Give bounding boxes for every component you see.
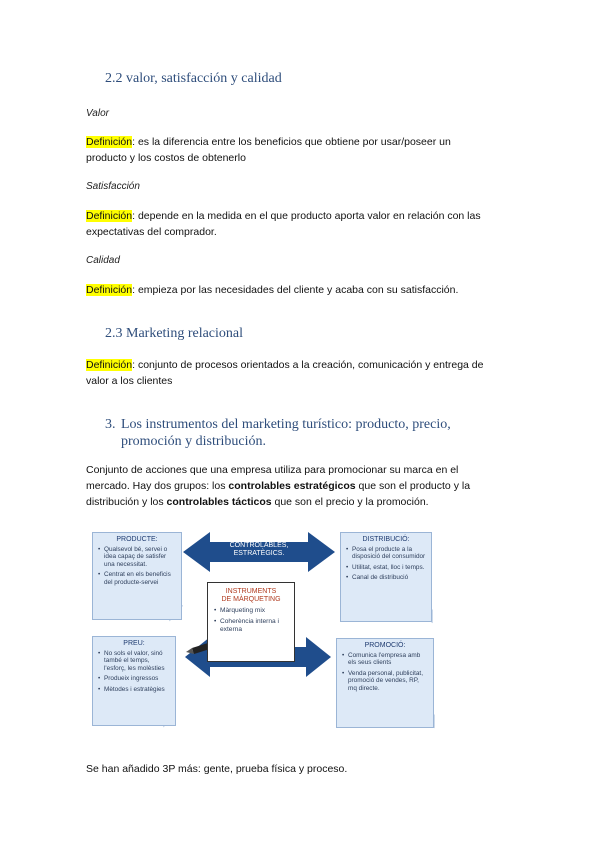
center-item: • Màrqueting mix xyxy=(214,607,288,615)
distribucio-item: • Canal de distribució xyxy=(346,574,426,582)
promocio-item: • Venda personal, publicitat, promoció de vendes, RP, mq directe. xyxy=(342,670,428,693)
promocio-title: PROMOCIÓ: xyxy=(364,642,406,649)
footer-text: Se han añadido 3P más: gente, prueba física y proceso. xyxy=(86,763,348,775)
preu-item: • Produeix ingressos xyxy=(98,675,170,683)
preu-card xyxy=(92,636,176,726)
distribucio-card xyxy=(340,532,432,622)
valor-definition: Definición: es la diferencia entre los beneficios que obtiene por usar/poseer un producto y los costos de obtenerlo xyxy=(86,136,451,164)
calidad-subheading: Calidad xyxy=(86,255,120,266)
strategic-arrow-label: CONTROLABLES, ESTRATÈGICS. xyxy=(229,542,289,557)
definition-label: Definición xyxy=(86,284,133,296)
distribucio-item: • Utilitat, estat, lloc i temps. xyxy=(346,564,426,572)
distribucio-title: DISTRIBUCIÓ: xyxy=(362,536,410,543)
definition-label: Definición xyxy=(86,359,133,371)
satisfaccion-definition: Definición: depende en la medida en el que producto aporta valor en relación con las expectativas del comprador. xyxy=(86,210,481,238)
preu-item: • No sols el valor, sinó també el temps, l'esforç, les molèsties xyxy=(98,650,170,673)
center-title: INSTRUMENTS DE MÀRQUETING xyxy=(221,588,281,603)
preu-item: • Mètodes i estratègies xyxy=(98,686,170,694)
distribucio-item: • Posa el producte a la disposició del consumidor xyxy=(346,546,426,561)
producte-item: • Centrat en els beneficis del producte-servei xyxy=(98,571,176,586)
section-3-number: 3. xyxy=(105,417,116,432)
promocio-item: • Comunica l'empresa amb els seus clients xyxy=(342,652,428,667)
section-3-heading: Los instrumentos del marketing turístico: producto, precio, promoción y distribución. xyxy=(121,417,451,449)
promocio-card xyxy=(336,638,434,728)
producte-item: • Qualsevol bé, servei o idea capaç de satisfer una necessitat. xyxy=(98,546,176,569)
section-2-2-heading: 2.2 valor, satisfacción y calidad xyxy=(105,71,282,86)
definition-label: Definición xyxy=(86,210,133,222)
producte-title: PRODUCTE: xyxy=(116,536,158,543)
definition-label: Definición xyxy=(86,136,133,148)
marketing-relacional-definition: Definición: conjunto de procesos orientados a la creación, comunicación y entrega de valor a los clientes xyxy=(86,359,484,387)
section-2-3-heading: 2.3 Marketing relacional xyxy=(105,326,244,341)
preu-title: PREU: xyxy=(123,640,145,647)
calidad-definition: Definición: empieza por las necesidades del cliente y acaba con su satisfacción. xyxy=(86,284,459,296)
marketing-instruments-box xyxy=(207,582,295,662)
section-3-paragraph: Conjunto de acciones que una empresa utiliza para promocionar su marca en el mercado. Hay dos grupos: los controlables estratégicos que son el producto y la distribución y los controlables tácticos que son el precio y la promoción. xyxy=(86,464,471,508)
marketing-instruments-diagram xyxy=(90,530,440,740)
center-item: • Coherència interna i externa xyxy=(214,618,288,634)
valor-subheading: Valor xyxy=(86,108,109,119)
satisfaccion-subheading: Satisfacción xyxy=(86,181,140,192)
producte-card xyxy=(92,532,182,620)
